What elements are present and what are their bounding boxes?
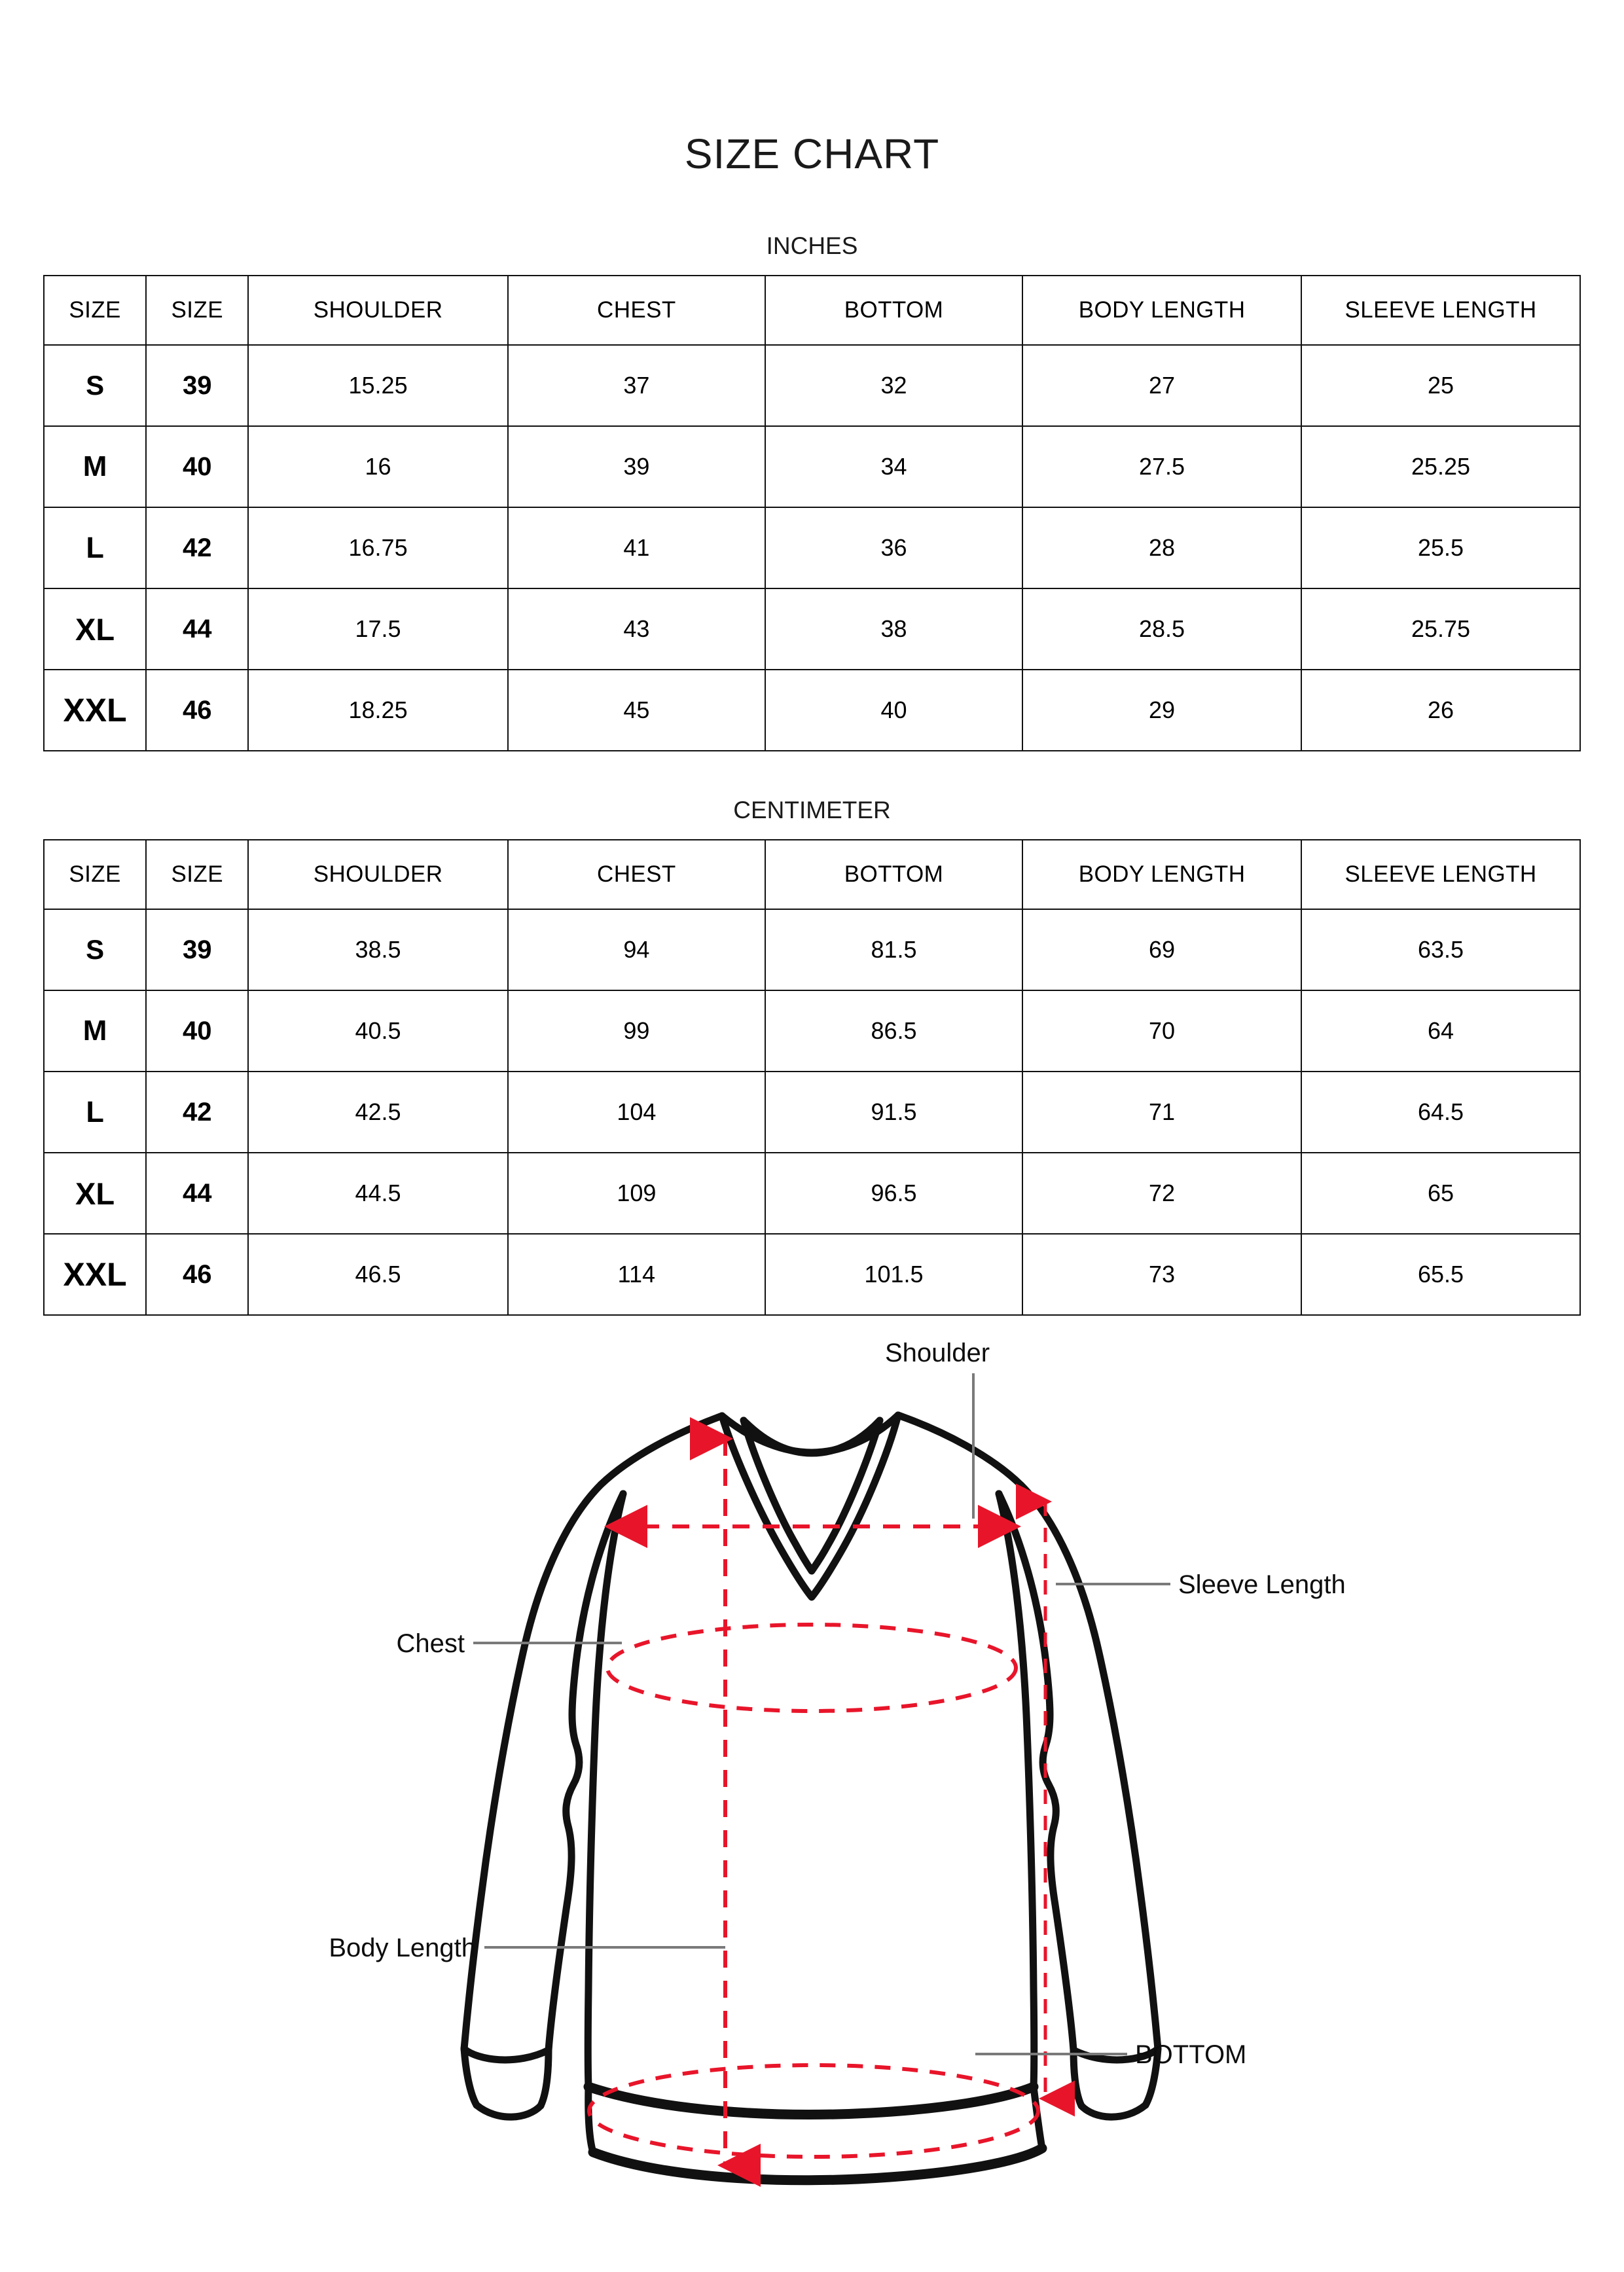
cell-chest: 109 <box>508 1153 765 1234</box>
cell-sleeve-length: 63.5 <box>1301 909 1580 990</box>
cell-size-letter: M <box>44 426 146 507</box>
column-header-size-number: SIZE <box>146 840 248 909</box>
cell-sleeve-length: 64.5 <box>1301 1072 1580 1153</box>
cell-sleeve-length: 25.5 <box>1301 507 1580 588</box>
cell-bottom: 91.5 <box>765 1072 1022 1153</box>
cell-size-number: 40 <box>146 990 248 1072</box>
leader-lines <box>473 1373 1170 2054</box>
cell-chest: 114 <box>508 1234 765 1315</box>
cell-chest: 39 <box>508 426 765 507</box>
cell-size-number: 42 <box>146 1072 248 1153</box>
cell-chest: 104 <box>508 1072 765 1153</box>
cell-size-letter: L <box>44 1072 146 1153</box>
cell-size-letter: S <box>44 345 146 426</box>
table-caption-inches: INCHES <box>766 232 858 259</box>
column-header-shoulder: SHOULDER <box>248 840 507 909</box>
cell-body-length: 69 <box>1022 909 1301 990</box>
column-header-sleeve-length: SLEEVE LENGTH <box>1301 840 1580 909</box>
cell-bottom: 101.5 <box>765 1234 1022 1315</box>
cell-bottom: 40 <box>765 670 1022 751</box>
label-body-length: Body Length <box>329 1934 476 1962</box>
column-header-size-letter: SIZE <box>44 840 146 909</box>
label-bottom: BOTTOM <box>1135 2040 1247 2069</box>
column-header-chest: CHEST <box>508 840 765 909</box>
label-chest: Chest <box>396 1629 465 1658</box>
size-table-inches <box>43 275 1581 751</box>
cell-size-letter: L <box>44 507 146 588</box>
size-table-centimeter <box>43 839 1581 1316</box>
column-header-body-length: BODY LENGTH <box>1022 840 1301 909</box>
column-header-bottom: BOTTOM <box>765 840 1022 909</box>
label-shoulder: Shoulder <box>884 1339 990 1367</box>
cell-body-length: 28 <box>1022 507 1301 588</box>
cell-sleeve-length: 25.25 <box>1301 426 1580 507</box>
page-title: SIZE CHART <box>684 130 940 177</box>
cell-chest: 41 <box>508 507 765 588</box>
cell-chest: 94 <box>508 909 765 990</box>
cell-size-number: 44 <box>146 588 248 670</box>
column-header-chest: CHEST <box>508 276 765 345</box>
cell-sleeve-length: 65.5 <box>1301 1234 1580 1315</box>
table-row <box>44 426 1580 507</box>
cell-shoulder: 44.5 <box>248 1153 507 1234</box>
cell-bottom: 86.5 <box>765 990 1022 1072</box>
cell-body-length: 27.5 <box>1022 426 1301 507</box>
cell-shoulder: 15.25 <box>248 345 507 426</box>
table-row <box>44 1234 1580 1315</box>
cell-size-number: 39 <box>146 909 248 990</box>
cell-size-letter: XL <box>44 588 146 670</box>
garment-measurement-diagram <box>0 1322 1624 2272</box>
cell-body-length: 70 <box>1022 990 1301 1072</box>
cell-bottom: 38 <box>765 588 1022 670</box>
cell-chest: 43 <box>508 588 765 670</box>
table-row <box>44 507 1580 588</box>
cell-sleeve-length: 25 <box>1301 345 1580 426</box>
measurement-guides <box>589 1439 1045 2165</box>
cell-body-length: 27 <box>1022 345 1301 426</box>
cell-shoulder: 17.5 <box>248 588 507 670</box>
cell-shoulder: 42.5 <box>248 1072 507 1153</box>
cell-size-number: 42 <box>146 507 248 588</box>
table-row <box>44 909 1580 990</box>
cell-shoulder: 16 <box>248 426 507 507</box>
cell-shoulder: 16.75 <box>248 507 507 588</box>
cell-bottom: 81.5 <box>765 909 1022 990</box>
table-row <box>44 1072 1580 1153</box>
cell-chest: 99 <box>508 990 765 1072</box>
cell-chest: 45 <box>508 670 765 751</box>
cell-sleeve-length: 26 <box>1301 670 1580 751</box>
cell-body-length: 28.5 <box>1022 588 1301 670</box>
cell-size-number: 46 <box>146 1234 248 1315</box>
table-row <box>44 990 1580 1072</box>
cell-shoulder: 40.5 <box>248 990 507 1072</box>
cell-bottom: 32 <box>765 345 1022 426</box>
table-row <box>44 670 1580 751</box>
table-header-row <box>44 276 1580 345</box>
cell-sleeve-length: 25.75 <box>1301 588 1580 670</box>
column-header-size-number: SIZE <box>146 276 248 345</box>
column-header-body-length: BODY LENGTH <box>1022 276 1301 345</box>
table-caption-centimeter: CENTIMETER <box>733 797 891 823</box>
cell-bottom: 96.5 <box>765 1153 1022 1234</box>
column-header-bottom: BOTTOM <box>765 276 1022 345</box>
table-row <box>44 588 1580 670</box>
cell-size-number: 39 <box>146 345 248 426</box>
cell-bottom: 36 <box>765 507 1022 588</box>
label-sleeve-length: Sleeve Length <box>1178 1570 1346 1599</box>
column-header-size-letter: SIZE <box>44 276 146 345</box>
table-header-row <box>44 840 1580 909</box>
table-row <box>44 345 1580 426</box>
cell-body-length: 71 <box>1022 1072 1301 1153</box>
cell-size-letter: XL <box>44 1153 146 1234</box>
cell-size-number: 44 <box>146 1153 248 1234</box>
cell-size-letter: M <box>44 990 146 1072</box>
chest-measure-ellipse <box>607 1625 1016 1711</box>
cell-size-letter: XXL <box>44 1234 146 1315</box>
garment-outline-icon <box>464 1415 1158 2180</box>
column-header-sleeve-length: SLEEVE LENGTH <box>1301 276 1580 345</box>
cell-sleeve-length: 65 <box>1301 1153 1580 1234</box>
cell-size-number: 46 <box>146 670 248 751</box>
cell-size-number: 40 <box>146 426 248 507</box>
column-header-shoulder: SHOULDER <box>248 276 507 345</box>
cell-body-length: 73 <box>1022 1234 1301 1315</box>
cell-bottom: 34 <box>765 426 1022 507</box>
cell-shoulder: 46.5 <box>248 1234 507 1315</box>
cell-shoulder: 38.5 <box>248 909 507 990</box>
cell-shoulder: 18.25 <box>248 670 507 751</box>
cell-size-letter: XXL <box>44 670 146 751</box>
cell-chest: 37 <box>508 345 765 426</box>
table-row <box>44 1153 1580 1234</box>
cell-size-letter: S <box>44 909 146 990</box>
cell-sleeve-length: 64 <box>1301 990 1580 1072</box>
cell-body-length: 29 <box>1022 670 1301 751</box>
cell-body-length: 72 <box>1022 1153 1301 1234</box>
